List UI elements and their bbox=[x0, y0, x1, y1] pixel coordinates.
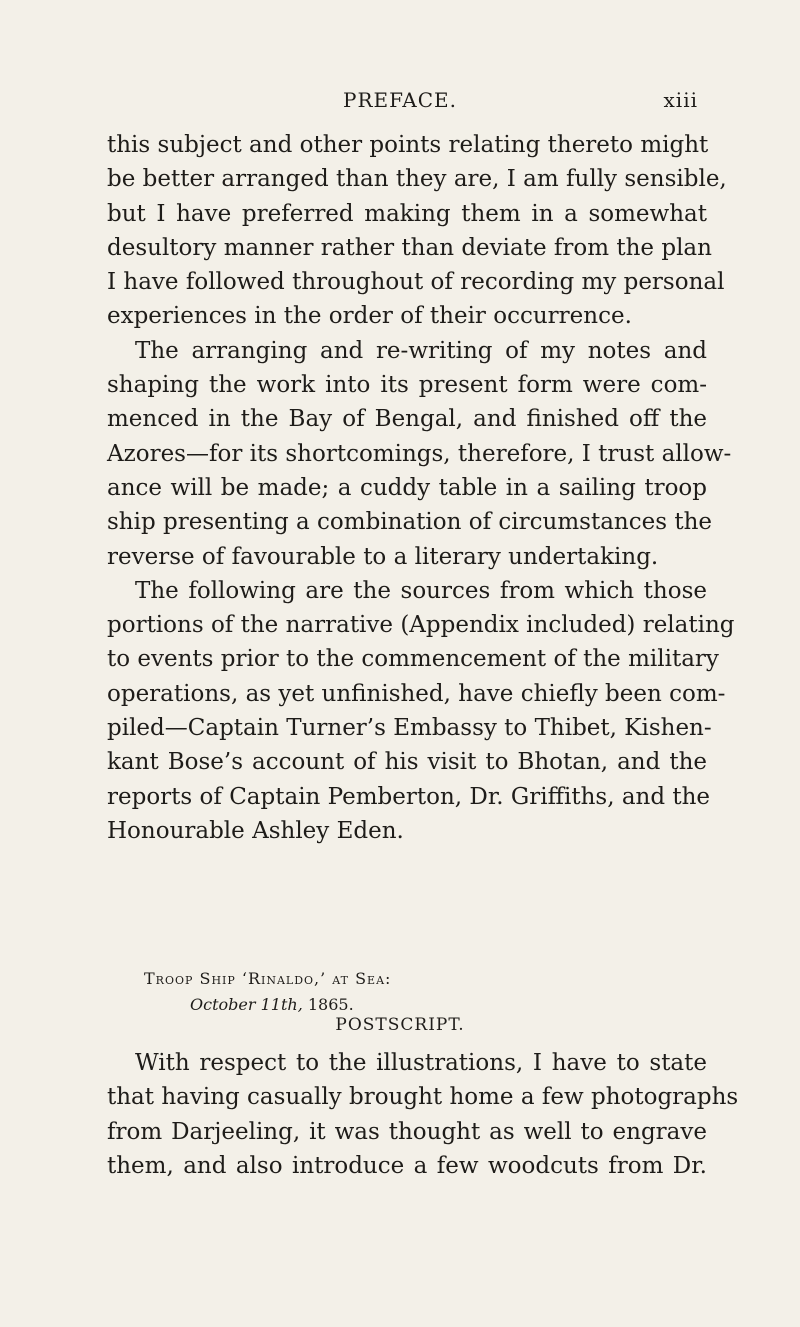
page-number: xiii bbox=[663, 88, 698, 112]
signature-place: Troop Ship ‘Rinaldo,’ at Sea: bbox=[144, 969, 392, 988]
text-line: Honourable Ashley Eden. bbox=[107, 817, 404, 844]
text-line: ance will be made; a cuddy table in a sailing troop bbox=[107, 474, 707, 501]
text-line: be better arranged than they are, I am fully sensible, bbox=[107, 166, 727, 193]
text-line: but I have preferred making them in a somewhat bbox=[107, 200, 707, 227]
postscript-heading: POSTSCRIPT. bbox=[335, 1015, 465, 1035]
text-line: that having casually brought home a few photographs bbox=[107, 1084, 739, 1111]
date-day: 11th, bbox=[260, 995, 303, 1014]
text-line: to events prior to the commencement of the military bbox=[107, 646, 719, 673]
text-line: Azores—for its shortcomings, therefore, I trust allow- bbox=[107, 440, 732, 467]
text-line: shaping the work into its present form were com- bbox=[107, 372, 707, 399]
running-head: PREFACE. bbox=[343, 88, 457, 112]
text-line: this subject and other points relating thereto might bbox=[107, 132, 709, 158]
page-header bbox=[0, 88, 800, 118]
text-line: With respect to the illustrations, I have to state bbox=[135, 1050, 707, 1076]
text-line: kant Bose’s account of his visit to Bhotan, and the bbox=[107, 749, 707, 776]
text-line: experiences in the order of their occurrence. bbox=[107, 303, 632, 330]
text-line: reports of Captain Pemberton, Dr. Griffiths, and the bbox=[107, 783, 711, 810]
text-line: from Darjeeling, it was thought as well to engrave bbox=[107, 1118, 707, 1145]
text-line: ship presenting a combination of circumstances the bbox=[107, 509, 712, 536]
text-line: portions of the narrative (Appendix included) relating bbox=[107, 612, 735, 639]
text-line: The arranging and re-writing of my notes and bbox=[135, 337, 707, 364]
postscript-text bbox=[107, 1046, 739, 1183]
text-line: menced in the Bay of Bengal, and finished off the bbox=[107, 406, 707, 433]
date-year: 1865. bbox=[307, 995, 354, 1014]
text-line: The following are the sources from which those bbox=[135, 577, 707, 604]
signature-block bbox=[144, 966, 644, 1018]
body-text bbox=[107, 128, 735, 848]
text-line: I have followed throughout of recording my personal bbox=[107, 269, 725, 296]
date-month: October bbox=[190, 995, 256, 1014]
text-line: operations, as yet unfinished, have chiefly been com- bbox=[107, 680, 726, 707]
text-line: reverse of favourable to a literary undertaking. bbox=[107, 543, 659, 570]
text-line: desultory manner rather than deviate from the plan bbox=[107, 234, 712, 261]
text-line: them, and also introduce a few woodcuts from Dr. bbox=[107, 1152, 707, 1179]
text-line: piled—Captain Turner’s Embassy to Thibet, Kishen- bbox=[107, 715, 712, 742]
